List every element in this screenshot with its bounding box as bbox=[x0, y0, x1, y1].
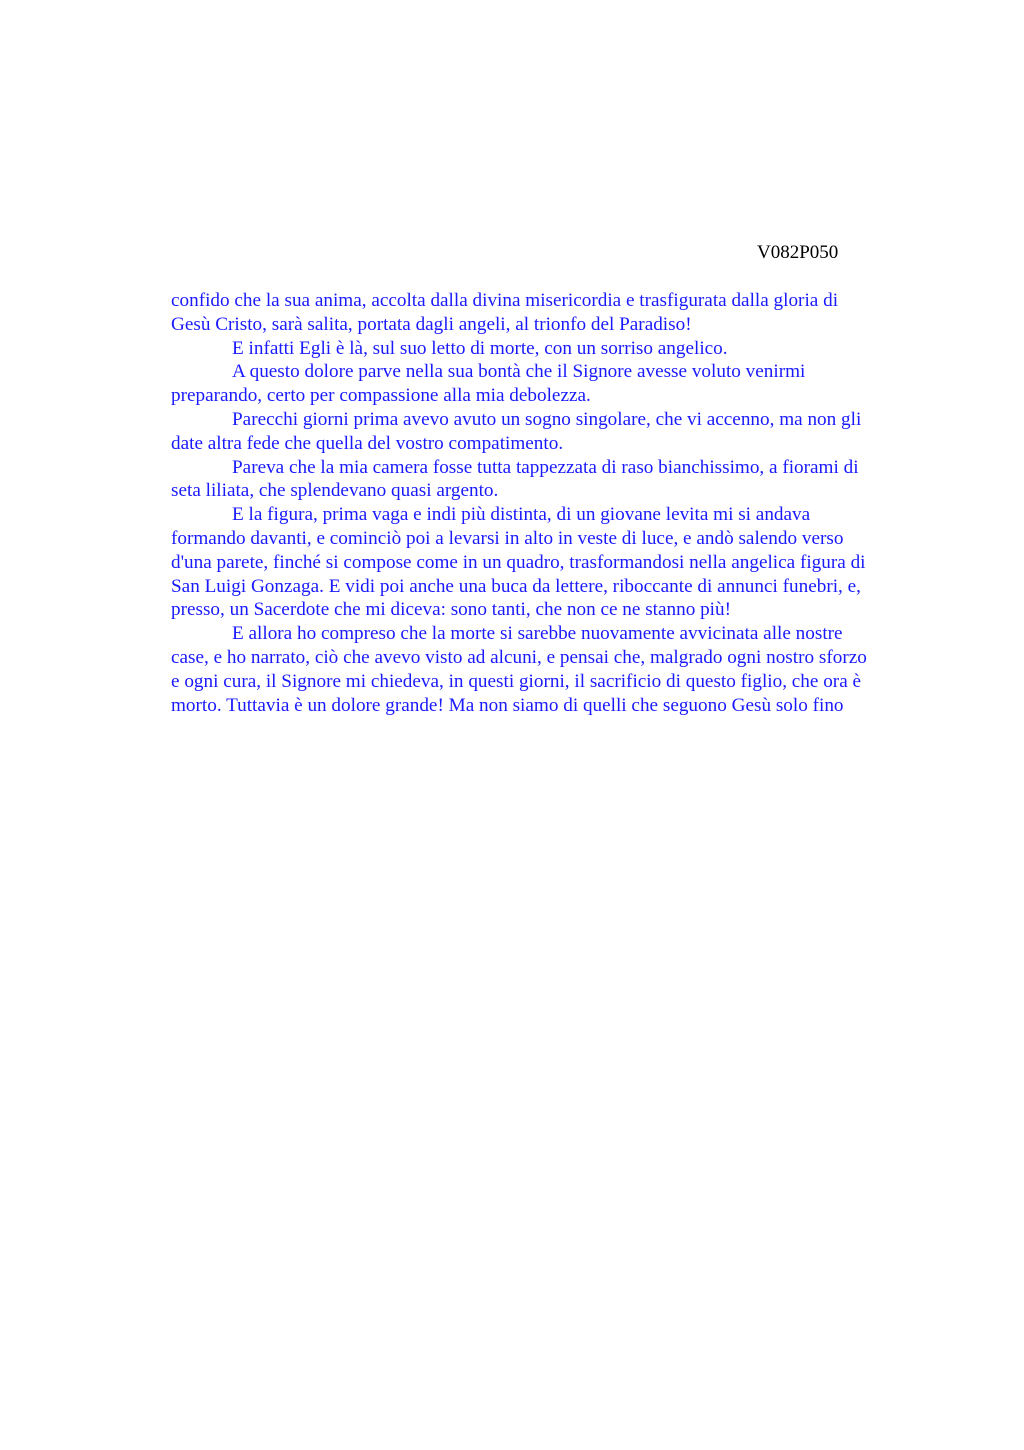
text-line: Parecchi giorni prima avevo avuto un sogno singolare, che vi accenno, ma non gli bbox=[232, 408, 862, 430]
text-line: confido che la sua anima, accolta dalla divina misericordia e trasfigurata dalla gloria di bbox=[171, 290, 839, 311]
body-text bbox=[171, 289, 923, 717]
text-line: E infatti Egli è là, sul suo letto di morte, con un sorriso angelico. bbox=[232, 337, 728, 359]
text-line: presso, un Sacerdote che mi diceva: sono tanti, che non ce ne stanno più! bbox=[171, 599, 731, 621]
text-line: San Luigi Gonzaga. E vidi poi anche una buca da lettere, riboccante di annunci funebri, e, bbox=[171, 575, 861, 597]
text-line: morto. Tuttavia è un dolore grande! Ma non siamo di quelli che seguono Gesù solo fino bbox=[171, 694, 844, 716]
text-line: case, e ho narrato, ciò che avevo visto ad alcuni, e pensai che, malgrado ogni nostro sforzo bbox=[171, 646, 867, 668]
text-line: e ogni cura, il Signore mi chiedeva, in questi giorni, il sacrificio di questo figlio, che ora è bbox=[171, 670, 862, 692]
text-line: Pareva che la mia camera fosse tutta tappezzata di raso bianchissimo, a fiorami di bbox=[232, 456, 859, 478]
page-code: V082P050 bbox=[757, 242, 839, 263]
text-line: E la figura, prima vaga e indi più distinta, di un giovane levita mi si andava bbox=[232, 504, 811, 526]
text-line: formando davanti, e cominciò poi a levarsi in alto in veste di luce, e andò salendo verso bbox=[171, 527, 844, 549]
text-line: d'una parete, finché si compose come in un quadro, trasformandosi nella angelica figura di bbox=[171, 551, 866, 573]
text-line: E allora ho compreso che la morte si sarebbe nuovamente avvicinata alle nostre bbox=[232, 623, 843, 645]
text-line: Gesù Cristo, sarà salita, portata dagli angeli, al trionfo del Paradiso! bbox=[171, 313, 692, 335]
text-line: seta liliata, che splendevano quasi argento. bbox=[171, 480, 499, 502]
text-line: A questo dolore parve nella sua bontà che il Signore avesse voluto venirmi bbox=[232, 361, 806, 383]
text-line: date altra fede che quella del vostro compatimento. bbox=[171, 432, 564, 454]
text-line: preparando, certo per compassione alla mia debolezza. bbox=[171, 385, 591, 407]
